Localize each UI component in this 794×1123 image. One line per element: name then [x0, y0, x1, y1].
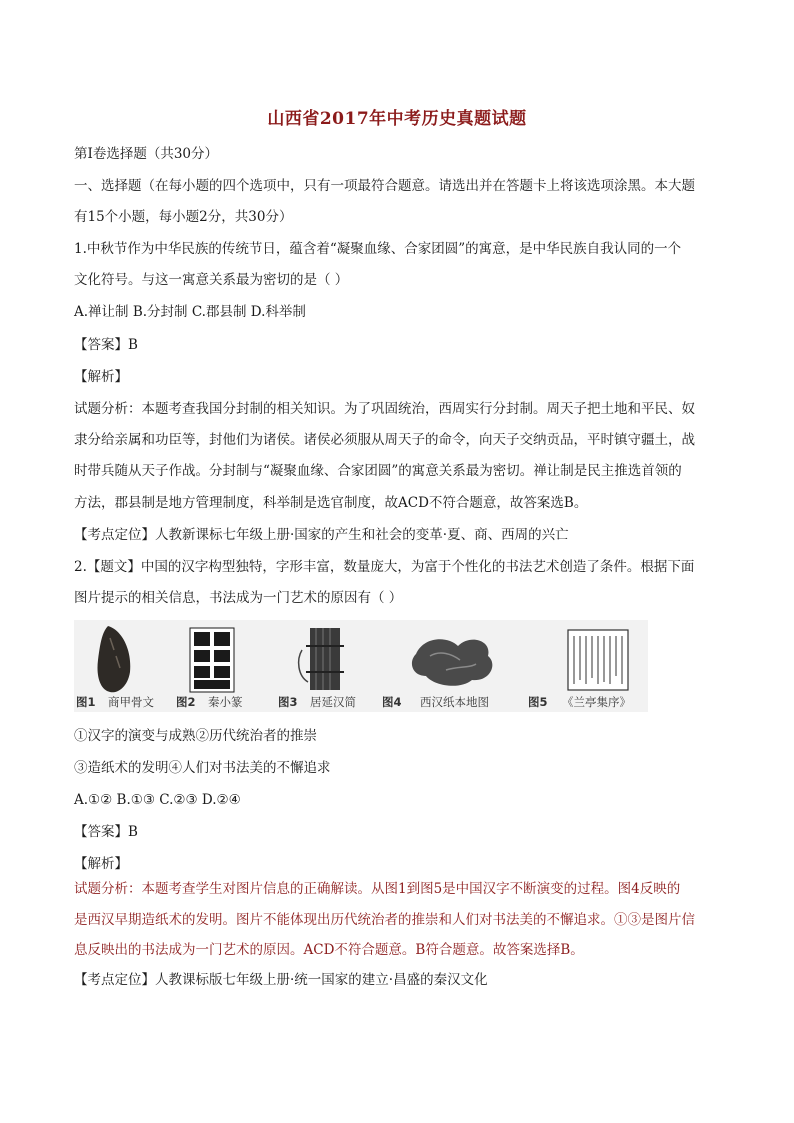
- q2-choice-line: ①汉字的演变与成熟②历代统治者的推崇: [74, 728, 317, 744]
- seal-script-image: [190, 628, 234, 692]
- q1-analysis-line: 隶分给亲属和功臣等，封他们为诸侯。诸侯必须服从周天子的命令，向天子交纳贡品，平时镇守疆土，战: [74, 432, 695, 448]
- q2-analysis-line: 息反映出的书法成为一门艺术的原因。ACD不符合题意。B符合题意。故答案选择B。: [74, 942, 584, 958]
- fig3-caption: 居延汉简: [310, 695, 356, 709]
- q1-analysis-line: 时带兵随从天子作战。分封制与“凝聚血缘、合家团圆”的寓意关系最为密切。禅让制是民主推选首领的: [74, 463, 682, 479]
- q1-stem: 1.中秋节作为中华民族的传统节日，蕴含着“凝聚血缘、合家团圆”的寓意，是中华民族自我认同的一个: [74, 241, 682, 257]
- q2-stem: 图片提示的相关信息，书法成为一门艺术的原因有（ ）: [74, 590, 403, 606]
- fig4-label: 图4: [382, 695, 402, 709]
- q2-options: A.①② B.①③ C.②③ D.②④: [74, 792, 241, 808]
- q1-stem: 文化符号。与这一寓意关系最为密切的是（ ）: [74, 272, 349, 288]
- q2-kaodian: 【考点定位】人教课标版七年级上册·统一国家的建立·昌盛的秦汉文化: [74, 972, 488, 988]
- q2-figure-strip: [74, 620, 648, 712]
- section-header: 第I卷选择题（共30分）: [74, 146, 219, 162]
- q1-analysis-line: 方法，郡县制是地方管理制度，科举制是选官制度，故ACD不符合题意，故答案选B。: [74, 495, 588, 511]
- fig3-label: 图3: [278, 695, 298, 709]
- q2-choice-line: ③造纸术的发明④人们对书法美的不懈追求: [74, 760, 331, 776]
- q2-stem: 2.【题文】中国的汉字构型独特，字形丰富，数量庞大，为富于个性化的书法艺术创造了条件。根据下面: [74, 559, 695, 575]
- fig1-caption: 商甲骨文: [108, 695, 154, 709]
- fig2-label: 图2: [176, 695, 196, 709]
- fig5-label: 图5: [528, 695, 548, 709]
- q2-analysis-label: 【解析】: [74, 856, 128, 872]
- fig2-caption: 秦小篆: [208, 695, 243, 709]
- q1-kaodian: 【考点定位】人教新课标七年级上册·国家的产生和社会的变革·夏、商、西周的兴亡: [74, 527, 569, 543]
- instructions-line: 一、选择题（在每小题的四个选项中，只有一项最符合题意。请选出并在答题卡上将该选项涂黑。本大题: [74, 178, 695, 194]
- page-title: 山西省2017年中考历史真题试题: [267, 109, 527, 129]
- lanting-xu-image: [568, 630, 628, 690]
- instructions-line: 有15个小题，每小题2分，共30分）: [74, 209, 293, 225]
- q2-analysis-line: 试题分析：本题考查学生对图片信息的正确解读。从图1到图5是中国汉字不断演变的过程。图4反映的: [74, 881, 681, 897]
- fig4-caption: 西汉纸本地图: [420, 695, 489, 709]
- q2-answer: 【答案】B: [74, 824, 138, 840]
- q1-analysis-label: 【解析】: [74, 369, 128, 385]
- q2-analysis-line: 是西汉早期造纸术的发明。图片不能体现出历代统治者的推崇和人们对书法美的不懈追求。①③是图片信: [74, 912, 695, 928]
- q1-options: A.禅让制 B.分封制 C.郡县制 D.科举制: [74, 304, 306, 320]
- q1-answer: 【答案】B: [74, 337, 138, 353]
- q1-analysis-line: 试题分析：本题考查我国分封制的相关知识。为了巩固统治，西周实行分封制。周天子把土地和平民、奴: [74, 401, 695, 417]
- fig1-label: 图1: [76, 695, 96, 709]
- fig5-caption: 《兰亭集序》: [562, 695, 631, 709]
